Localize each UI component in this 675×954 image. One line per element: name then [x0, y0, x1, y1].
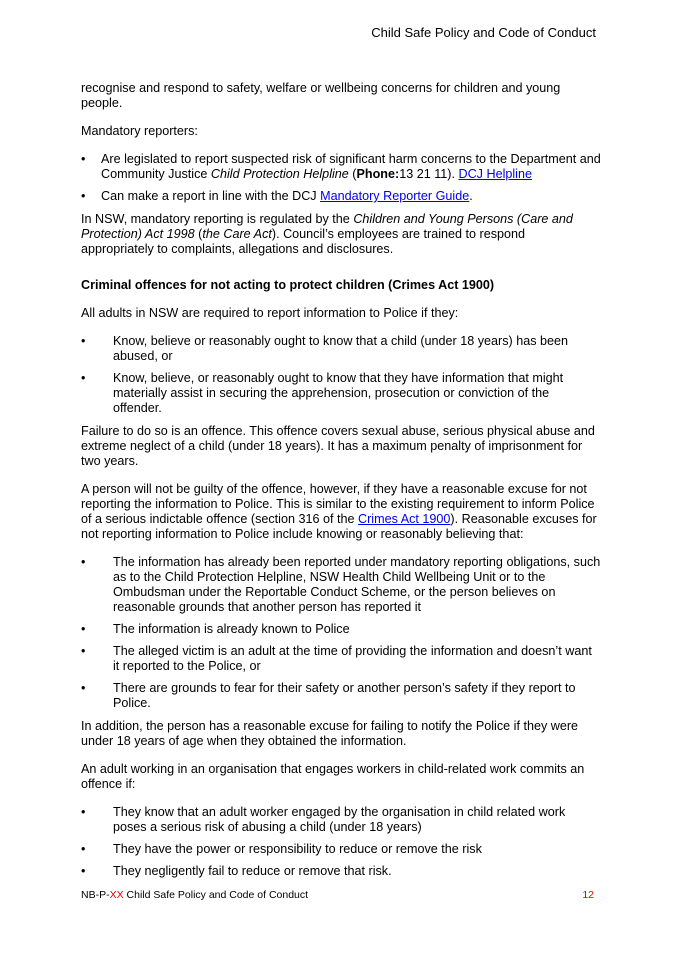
list-item: • The information has already been reported under mandatory reporting obligations, such as to the Child Protection Helpline, NSW Health Child Wellbeing Unit or to the Ombudsman under the Reportable Conduct Scheme, or the person believes on reasonable grounds that another person has reported it — [81, 555, 601, 615]
list-item: • Are legislated to report suspected risk of significant harm concerns to the Department and Community Justice Child Protection Helpline (Phone:13 21 11). DCJ Helpline — [81, 152, 601, 182]
list-item: • They have the power or responsibility to reduce or remove the risk — [81, 842, 601, 857]
reasonable-excuses-list — [81, 555, 601, 711]
criminal-offences-heading: Criminal offences for not acting to protect children (Crimes Act 1900) — [81, 278, 495, 292]
bullet-icon — [81, 555, 85, 570]
bullet-icon — [81, 622, 85, 637]
bullet-icon — [81, 681, 85, 696]
addition-paragraph: In addition, the person has a reasonable excuse for failing to notify the Police if they were under 18 years of age when they obtained the information. — [81, 719, 579, 748]
list-item: • They negligently fail to reduce or remove that risk. — [81, 864, 601, 879]
crimes-act-link[interactable]: Crimes Act 1900 — [358, 512, 451, 526]
bullet-icon — [81, 334, 85, 349]
page-header-title: Child Safe Policy and Code of Conduct — [371, 25, 596, 40]
organisation-offence-list — [81, 805, 601, 879]
list-item: • Know, believe or reasonably ought to know that a child (under 18 years) has been abused, or — [81, 334, 601, 364]
document-body — [81, 81, 601, 887]
bullet-icon — [81, 371, 85, 386]
footer-document-id: NB-P-XX Child Safe Policy and Code of Conduct — [81, 889, 309, 901]
list-item: • Can make a report in line with the DCJ Mandatory Reporter Guide. — [81, 189, 601, 204]
reasonable-excuse-paragraph: A person will not be guilty of the offence, however, if they have a reasonable excuse for not reporting the information to Police. This is similar to the existing requirement to inform Police of a serious indictable offence (section 316 of the Crimes Act 1900). Reasonable excuses for not reporting information to Police include knowing or reasonably believing that: — [81, 482, 597, 541]
mandatory-reporter-guide-link[interactable]: Mandatory Reporter Guide — [320, 189, 470, 203]
bullet-icon — [81, 842, 85, 857]
bullet-icon — [81, 644, 85, 659]
adult-working-paragraph: An adult working in an organisation that engages workers in child-related work commits an offence if: — [81, 762, 585, 791]
all-adults-paragraph: All adults in NSW are required to report information to Police if they: — [81, 306, 459, 320]
list-item: • The information is already known to Police — [81, 622, 601, 637]
intro-paragraph: recognise and respond to safety, welfare or wellbeing concerns for children and young people. — [81, 81, 561, 110]
list-item: • Know, believe, or reasonably ought to know that they have information that might materially assist in securing the apprehension, prosecution or conviction of the offender. — [81, 371, 601, 416]
bullet-icon — [81, 805, 85, 820]
bullet-icon — [81, 152, 85, 167]
nsw-reporting-paragraph: In NSW, mandatory reporting is regulated by the Children and Young Persons (Care and Protection) Act 1998 (the Care Act). Council’s employees are trained to respond appropriately to complaints, allegations and disclosures. — [81, 212, 573, 256]
report-conditions-list — [81, 334, 601, 416]
list-item: • They know that an adult worker engaged by the organisation in child related work poses a serious risk of abusing a child (under 18 years) — [81, 805, 601, 835]
bullet-icon — [81, 189, 85, 204]
page-number: 12 — [582, 889, 594, 901]
list-item: • There are grounds to fear for their safety or another person’s safety if they report to Police. — [81, 681, 601, 711]
bullet-icon — [81, 864, 85, 879]
failure-offence-paragraph: Failure to do so is an offence. This offence covers sexual abuse, serious physical abuse and extreme neglect of a child (under 18 years). It has a maximum penalty of imprisonment for two years. — [81, 424, 595, 468]
mandatory-reporters-label: Mandatory reporters: — [81, 124, 198, 138]
mandatory-reporters-list — [81, 152, 601, 204]
list-item: • The alleged victim is an adult at the time of providing the information and doesn’t want it reported to the Police, or — [81, 644, 601, 674]
dcj-helpline-link[interactable]: DCJ Helpline — [458, 167, 532, 181]
